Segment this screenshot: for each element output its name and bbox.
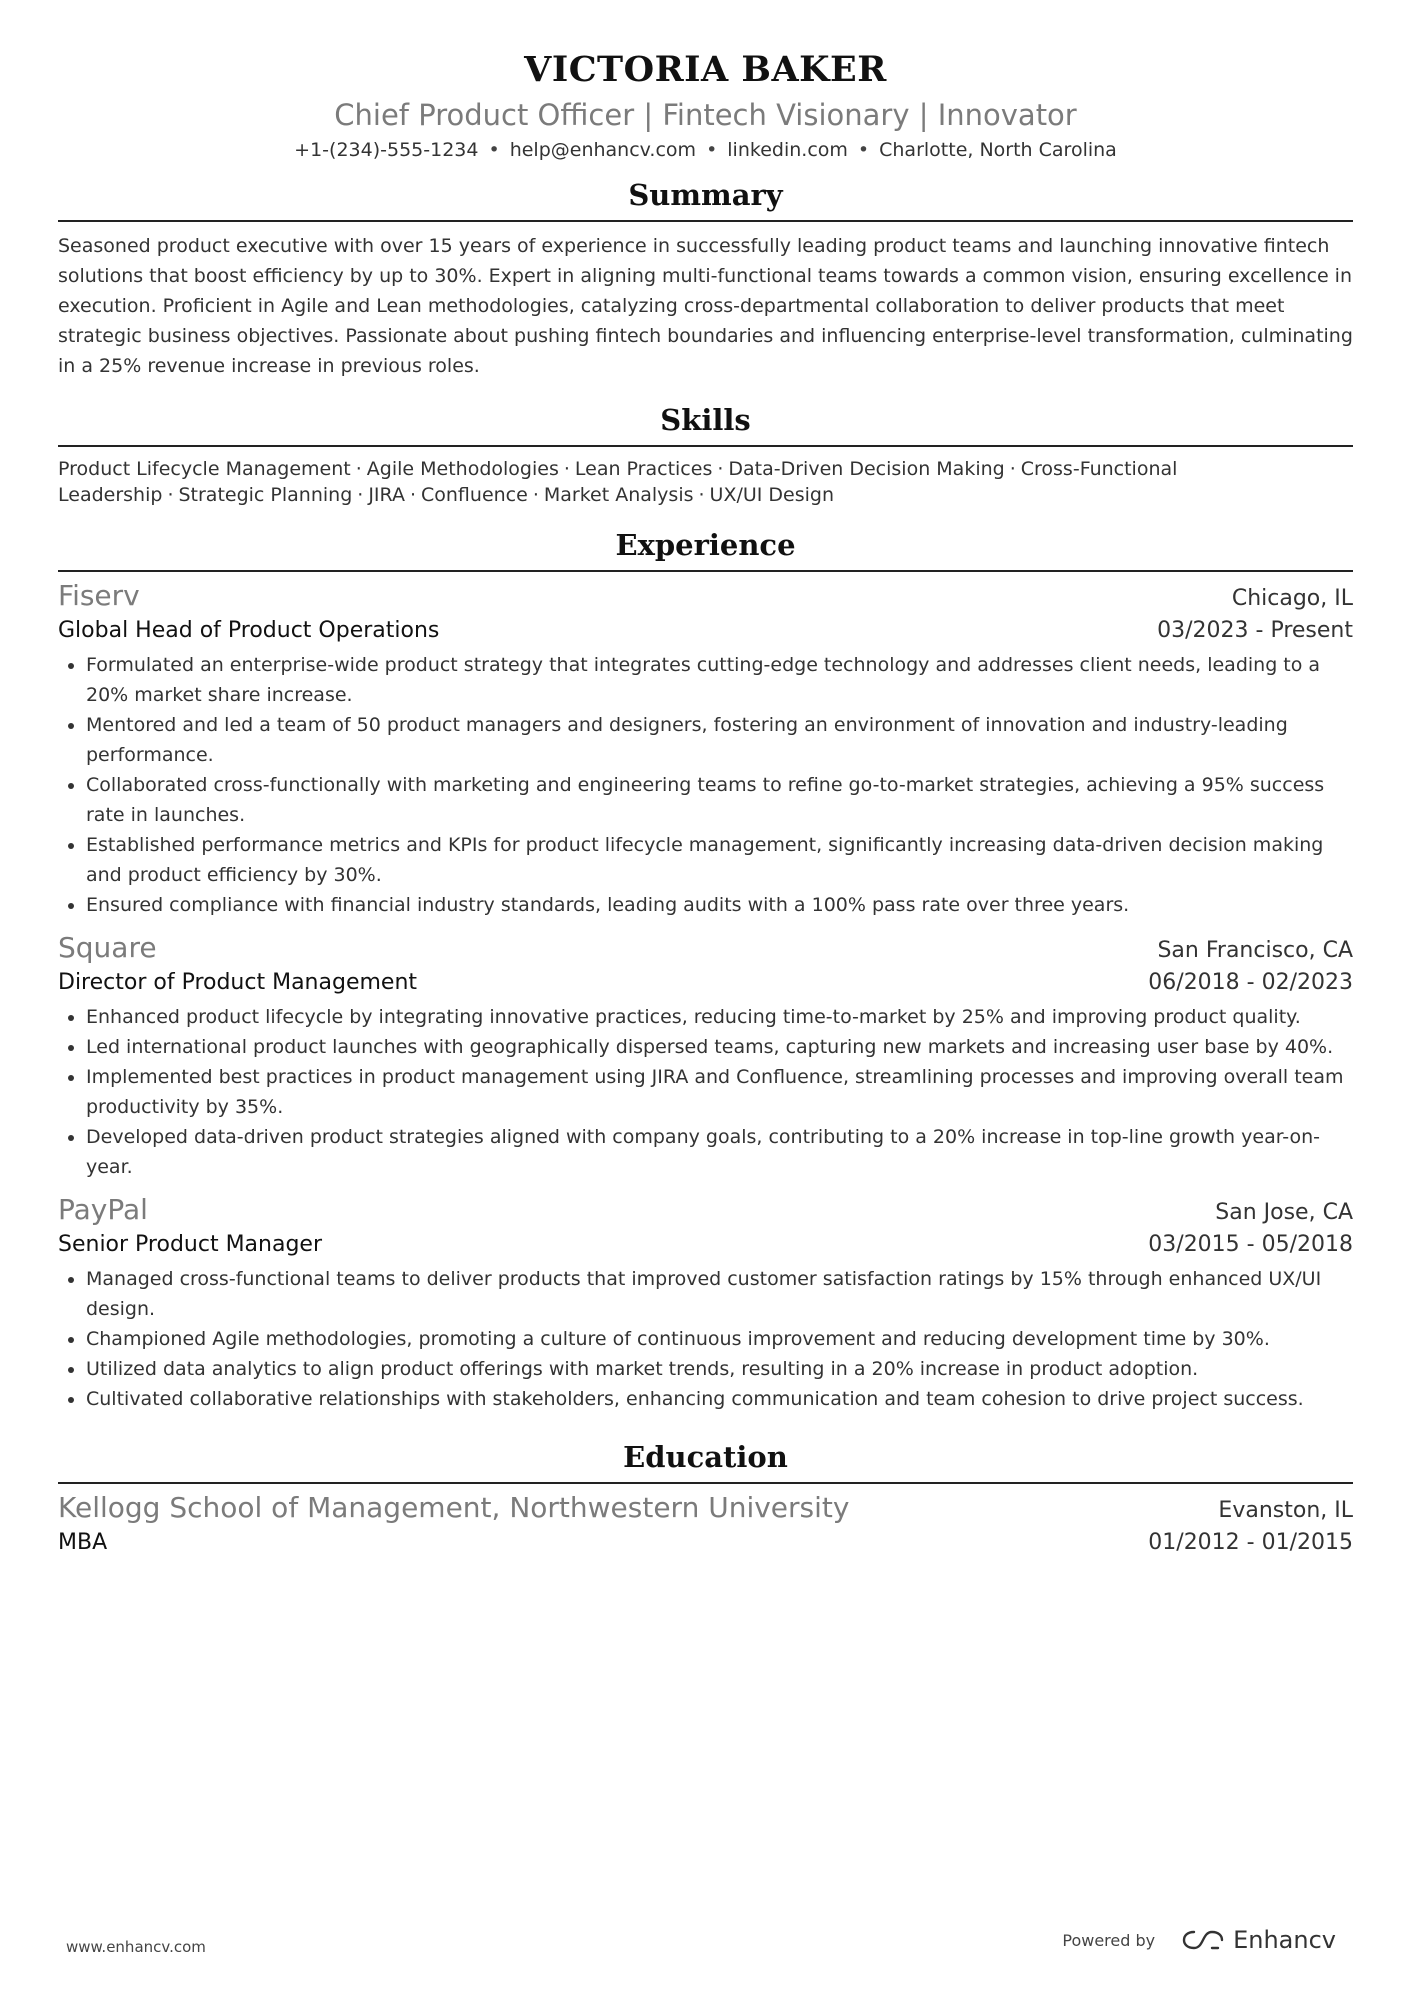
job-dates: 06/2018 - 02/2023 — [1148, 970, 1353, 995]
separator: • — [706, 139, 718, 161]
job-bullet: • Developed data-driven product strategies aligned with company goals, contributing to a 20% increase in top-line growth year-on-year. — [86, 1122, 1353, 1182]
skills-section — [58, 401, 1353, 508]
education-degree: MBA — [58, 1530, 108, 1555]
job-bullet: • Ensured compliance with financial industry standards, leading audits with a 100% pass rate over three years. — [86, 890, 1353, 920]
contact-line — [58, 136, 1353, 164]
skill-item: Agile Methodologies — [366, 458, 559, 480]
separator: • — [488, 139, 500, 161]
job-bullet: • Led international product launches with geographically dispersed teams, capturing new markets and increasing user base by 40%. — [86, 1032, 1353, 1062]
skills-list: Product Lifecycle Management · Agile Methodologies · Lean Practices · Data-Driven Decision Making · Cross-Functional Leadership · Strategic Planning · JIRA · Confluence · Market Analysis · UX/UI Design — [58, 458, 1178, 506]
experience-section — [58, 526, 1353, 1414]
job-bullet: • Utilized data analytics to align product offerings with market trends, resulting in a 20% increase in product adoption. — [86, 1354, 1353, 1384]
experience-title: Experience — [615, 528, 796, 562]
skill-item: Lean Practices — [574, 458, 713, 480]
job-bullet: • Cultivated collaborative relationships with stakeholders, enhancing communication and team cohesion to drive project success. — [86, 1384, 1353, 1414]
job-dates: 03/2023 - Present — [1157, 618, 1353, 643]
skills-title: Skills — [660, 403, 751, 437]
job-dates: 03/2015 - 05/2018 — [1148, 1232, 1353, 1257]
job-bullet: • Enhanced product lifecycle by integrating innovative practices, reducing time-to-market by 25% and improving product quality. — [86, 1002, 1353, 1032]
education-school: Kellogg School of Management, Northwestern University — [58, 1491, 850, 1524]
skill-item: Product Lifecycle Management — [58, 458, 351, 480]
skill-item: JIRA — [368, 484, 405, 506]
education-location: Evanston, IL — [1218, 1498, 1353, 1523]
job-bullet: • Formulated an enterprise-wide product strategy that integrates cutting-edge technology and addresses client needs, leading to a 20% market share increase. — [86, 650, 1353, 710]
job-bullet: • Implemented best practices in product management using JIRA and Confluence, streamlining processes and improving overall team productivity by 35%. — [86, 1062, 1353, 1122]
footer-branding — [1062, 1926, 1336, 1954]
summary-section — [58, 176, 1353, 381]
job-bullets — [58, 1002, 1353, 1182]
education-title: Education — [623, 1440, 788, 1474]
location: Charlotte, North Carolina — [879, 139, 1117, 161]
powered-by-label: Powered by — [1062, 1930, 1156, 1950]
job-role: Senior Product Manager — [58, 1232, 323, 1257]
enhancv-logo-icon — [1181, 1928, 1225, 1952]
job-bullet: • Established performance metrics and KPIs for product lifecycle management, significantly increasing data-driven decision making and product efficiency by 30%. — [86, 830, 1353, 890]
education-dates: 01/2012 - 01/2015 — [1148, 1530, 1353, 1555]
section-divider — [58, 570, 1353, 572]
summary-text: Seasoned product executive with over 15 years of experience in successfully leading product teams and launching innovative fintech solutions that boost efficiency by up to 30%. Expert in aligning multi-functional teams towards a common vision, ensuring excellence in execution. Proficient in Agile and Lean methodologies, catalyzing cross-departmental collaboration to deliver products that meet strategic business objectives. Passionate about pushing fintech boundaries and influencing enterprise-level transformation, culminating in a 25% revenue increase in previous roles. — [58, 235, 1353, 377]
job-bullets — [58, 1264, 1353, 1414]
job-entry — [58, 1192, 1353, 1414]
linkedin-link[interactable]: linkedin.com — [727, 139, 848, 161]
job-bullet: • Championed Agile methodologies, promoting a culture of continuous improvement and reducing development time by 30%. — [86, 1324, 1353, 1354]
footer-website-link[interactable]: www.enhancv.com — [66, 1938, 206, 1956]
job-entry — [58, 930, 1353, 1182]
enhancv-logo-text: Enhancv — [1233, 1926, 1336, 1954]
job-bullet: • Mentored and led a team of 50 product managers and designers, fostering an environment of innovation and industry-leading performance. — [86, 710, 1353, 770]
job-entry — [58, 578, 1353, 920]
candidate-name: VICTORIA BAKER — [524, 49, 887, 90]
summary-title: Summary — [628, 178, 783, 212]
section-divider — [58, 445, 1353, 447]
skill-item: Confluence — [421, 484, 528, 506]
resume-page — [58, 46, 1353, 1560]
enhancv-logo[interactable] — [1181, 1926, 1336, 1954]
job-location: San Francisco, CA — [1157, 938, 1353, 963]
job-company: Fiserv — [58, 579, 140, 612]
job-company: PayPal — [58, 1193, 148, 1226]
education-entry — [58, 1490, 1353, 1560]
section-divider — [58, 220, 1353, 222]
phone: +1-(234)-555-1234 — [294, 139, 479, 161]
education-section — [58, 1438, 1353, 1560]
skill-item: UX/UI Design — [709, 484, 835, 506]
skill-item: Market Analysis — [543, 484, 694, 506]
job-bullets — [58, 650, 1353, 920]
job-location: San Jose, CA — [1215, 1200, 1353, 1225]
job-role: Global Head of Product Operations — [58, 618, 440, 643]
job-bullet: • Collaborated cross-functionally with marketing and engineering teams to refine go-to-market strategies, achieving a 95% success rate in launches. — [86, 770, 1353, 830]
job-bullet: • Managed cross-functional teams to deliver products that improved customer satisfaction ratings by 15% through enhanced UX/UI design. — [86, 1264, 1353, 1324]
job-role: Director of Product Management — [58, 970, 418, 995]
email-link[interactable]: help@enhancv.com — [509, 139, 697, 161]
skill-item: Strategic Planning — [178, 484, 353, 506]
job-company: Square — [58, 931, 157, 964]
candidate-tagline: Chief Product Officer | Fintech Visionary | Innovator — [334, 98, 1077, 132]
section-divider — [58, 1482, 1353, 1484]
job-location: Chicago, IL — [1231, 586, 1353, 611]
separator: • — [857, 139, 870, 161]
skill-item: Cross-Functional Leadership — [58, 458, 1178, 506]
skill-item: Data-Driven Decision Making — [728, 458, 1005, 480]
